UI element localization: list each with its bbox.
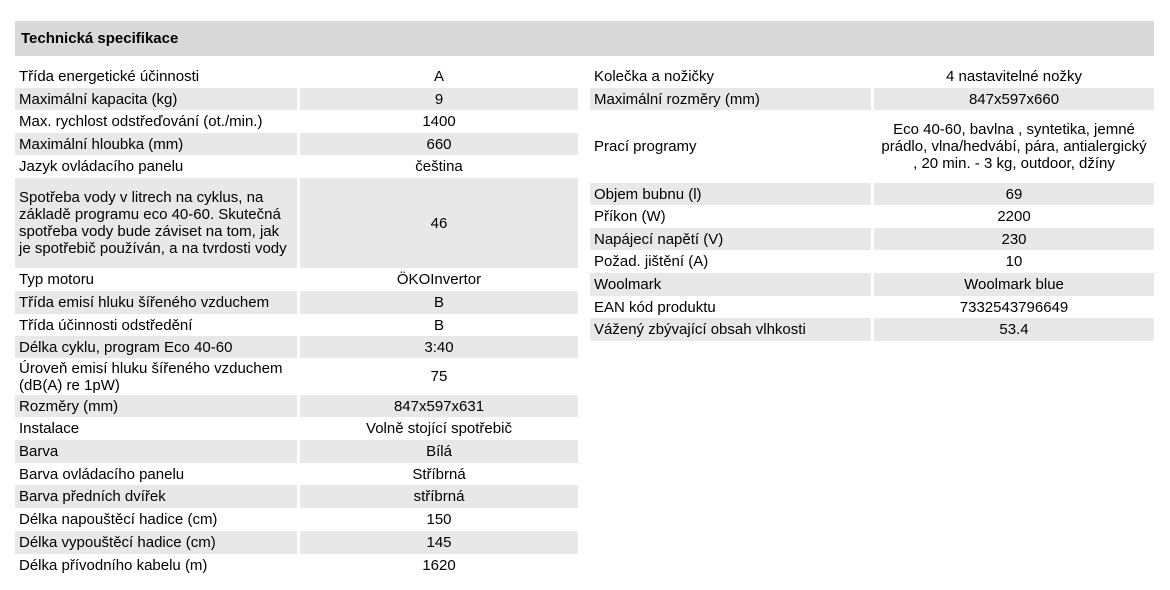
spec-row: [590, 205, 1154, 228]
spec-value: 53.4: [874, 318, 1154, 341]
spec-value: Eco 40-60, bavlna , syntetika, jemné prádlo, vlna/hedvábí, pára, antialergický , 20 min. - 3 kg, outdoor, džíny: [881, 121, 1147, 172]
spec-value: 145: [300, 531, 578, 554]
spec-row: [15, 155, 578, 178]
section-header: [15, 21, 1154, 56]
spec-row: [15, 133, 578, 155]
spec-row: [590, 228, 1154, 250]
spec-value: 2200: [997, 208, 1031, 225]
spec-row: [590, 88, 1154, 110]
spec-label: Příkon (W): [594, 208, 666, 225]
spec-row: [15, 485, 578, 508]
spec-value: A: [433, 68, 444, 85]
spec-value: 9: [300, 88, 578, 110]
spec-value: 150: [426, 511, 452, 528]
spec-row: [15, 508, 578, 531]
spec-value: 75: [430, 368, 448, 385]
spec-label: Úroveň emisí hluku šířeného vzduchem (dB(A) re 1pW): [19, 359, 283, 394]
spec-value: 7332543796649: [959, 298, 1069, 316]
spec-row: [590, 110, 1154, 183]
spec-value: 46: [300, 178, 578, 268]
spec-value: B: [433, 316, 444, 334]
spec-label: Rozměry (mm): [15, 395, 297, 417]
spec-value: stříbrná: [300, 485, 578, 508]
spec-label: Spotřeba vody v litrech na cyklus, na základě programu eco 40-60. Skutečná spotřeba vody bude záviset na tom, jak je spotřebič používán, a na tvrdosti vody: [15, 178, 297, 268]
spec-value: 847x597x631: [300, 395, 578, 417]
spec-value: 1400: [422, 113, 456, 130]
spec-row: [15, 314, 578, 336]
spec-label: Prací programy: [594, 138, 697, 155]
spec-label: Délka cyklu, program Eco 40-60: [15, 336, 297, 358]
spec-label: Barva: [15, 440, 297, 463]
spec-row: [15, 417, 578, 440]
spec-label: Třída emisí hluku šířeného vzduchem: [15, 291, 297, 314]
spec-row: [15, 268, 578, 291]
spec-row: [590, 318, 1154, 341]
spec-value: 660: [300, 133, 578, 155]
spec-label: Woolmark: [590, 273, 871, 296]
spec-label: Typ motoru: [19, 271, 95, 288]
spec-row: [15, 554, 578, 576]
spec-label: Požad. jištění (A): [594, 253, 709, 270]
spec-row: [590, 250, 1154, 273]
section-title: Technická specifikace: [21, 30, 179, 47]
spec-value: 4 nastavitelné nožky: [946, 68, 1082, 85]
spec-value: 3:40: [300, 336, 578, 358]
spec-label: Kolečka a nožičky: [594, 68, 715, 85]
spec-row: [15, 531, 578, 554]
spec-label: Vážený zbývající obsah vlhkosti: [590, 318, 871, 341]
spec-row: [15, 291, 578, 314]
spec-label: Barva ovládacího panelu: [19, 465, 185, 483]
spec-label: Třída účinnosti odstředění: [19, 316, 193, 334]
spec-label: Jazyk ovládacího panelu: [19, 158, 184, 175]
spec-row: [15, 178, 578, 268]
spec-row: [15, 65, 578, 88]
spec-value: 69: [874, 183, 1154, 205]
spec-value: čeština: [415, 158, 463, 175]
spec-table-right: [590, 65, 1154, 341]
spec-row: [590, 273, 1154, 296]
spec-row: [15, 463, 578, 485]
spec-label: Objem bubnu (l): [590, 183, 871, 205]
spec-label: Instalace: [19, 420, 80, 437]
spec-label: EAN kód produktu: [594, 298, 716, 316]
spec-label: Maximální rozměry (mm): [590, 88, 871, 110]
spec-value: Volně stojící spotřebič: [366, 420, 512, 437]
spec-value: 1620: [422, 556, 456, 574]
spec-value: 230: [874, 228, 1154, 250]
spec-label: Maximální kapacita (kg): [15, 88, 297, 110]
spec-value: B: [300, 291, 578, 314]
spec-label: Max. rychlost odstřeďování (ot./min.): [19, 113, 263, 130]
spec-label: Maximální hloubka (mm): [15, 133, 297, 155]
spec-value: 847x597x660: [874, 88, 1154, 110]
spec-value: Stříbrná: [412, 465, 466, 483]
spec-row: [15, 110, 578, 133]
spec-label: Barva předních dvířek: [15, 485, 297, 508]
spec-row: [15, 358, 578, 395]
spec-row: [15, 395, 578, 417]
spec-label: Délka přívodního kabelu (m): [19, 556, 208, 574]
spec-label: Délka napouštěcí hadice (cm): [19, 511, 218, 528]
spec-row: [15, 88, 578, 110]
spec-row: [590, 65, 1154, 88]
spec-row: [590, 183, 1154, 205]
spec-label: Délka vypouštěcí hadice (cm): [15, 531, 297, 554]
spec-row: [590, 296, 1154, 318]
spec-value: Woolmark blue: [874, 273, 1154, 296]
spec-label: Třída energetické účinnosti: [19, 68, 200, 85]
spec-table-left: [15, 65, 578, 576]
spec-row: [15, 336, 578, 358]
spec-value: 10: [1005, 253, 1023, 270]
spec-label: Napájecí napětí (V): [590, 228, 871, 250]
spec-value: ÖKOInvertor: [396, 271, 482, 288]
spec-value: Bílá: [300, 440, 578, 463]
spec-row: [15, 440, 578, 463]
